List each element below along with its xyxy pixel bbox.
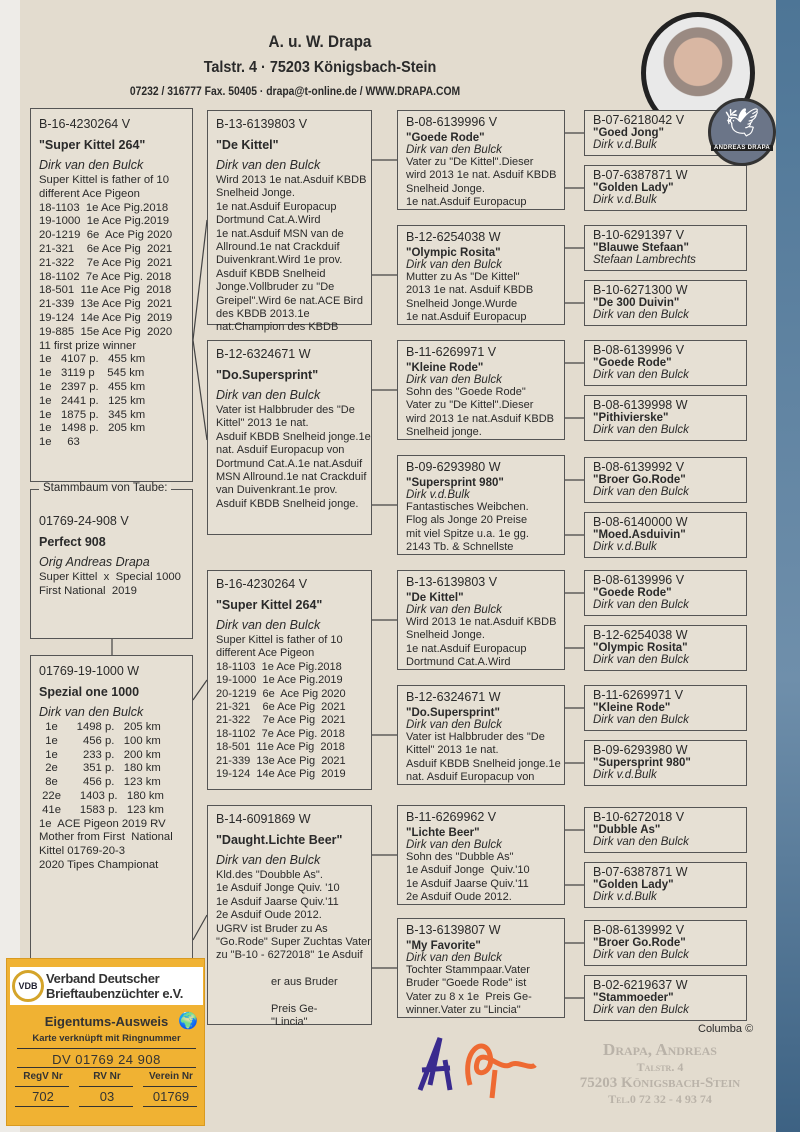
breeder-name: Dirk van den Bulck [593, 369, 689, 381]
card-ring-number: DV 01769 24 908 [52, 1052, 161, 1067]
card-field-value: 702 [32, 1089, 54, 1104]
breeder-name: Orig Andreas Drapa [39, 555, 150, 569]
card-field-label: RV Nr [93, 1071, 121, 1082]
ring-number: B-02-6219637 W [593, 978, 688, 992]
subject-box [30, 482, 193, 639]
pigeon-name: "Golden Lady" [593, 182, 674, 194]
ring-number: B-13-6139807 W [406, 923, 501, 937]
breeder-name: Dirk van den Bulck [216, 618, 321, 632]
gg-grandparent-box [584, 512, 747, 558]
pigeon-name: "Blauwe Stefaan" [593, 242, 689, 254]
gg-grandparent-box [584, 740, 747, 786]
breeder-name: Dirk v.d.Bulk [593, 194, 657, 206]
great-grandparent-box [397, 685, 565, 785]
breeder-name: A. u. W. Drapa [268, 32, 372, 51]
pigeon-name: Perfect 908 [39, 535, 106, 549]
card-header [10, 967, 203, 1005]
ring-number: B-11-6269962 V [406, 810, 497, 824]
card-field-label: Verein Nr [149, 1071, 193, 1082]
ring-number: B-08-6139996 V [406, 115, 498, 129]
ring-number: B-08-6140000 W [593, 515, 688, 529]
great-grandparent-box [397, 918, 565, 1018]
pigeon-name: "Do.Supersprint" [406, 707, 500, 719]
card-field-label: RegV Nr [23, 1071, 63, 1082]
breeder-name: Dirk van den Bulck [593, 486, 689, 498]
ring-number: B-16-4230264 V [39, 117, 131, 131]
card-title: Eigentums-Ausweis [44, 1014, 169, 1029]
great-grandparent-box [397, 225, 565, 325]
pigeon-name: "My Favorite" [406, 940, 481, 952]
ring-number: B-07-6387871 W [593, 865, 688, 879]
ring-number: B-14-6091869 W [216, 812, 311, 826]
pigeon-notes: Mutter zu As "De Kittel" 2013 1e nat. Asduif KBDB Snelheid Jonge.Wurde 1e nat.Asduif Europacup [406, 271, 534, 324]
pigeon-notes: Wird 2013 1e nat.Asduif KBDB Snelheid Jonge. 1e nat.Asduif Europacup Dortmund Cat.A.Wird [406, 616, 557, 669]
pigeon-notes: Super Kittel x Special 1000 First National 2019 [39, 571, 181, 597]
dove-icon: 🕊 [724, 107, 760, 138]
breeder-name: Dirk van den Bulck [216, 388, 321, 402]
card-field-value: 03 [99, 1089, 115, 1104]
pigeon-name: "Lichte Beer" [406, 827, 480, 839]
gg-grandparent-box [584, 165, 747, 211]
pigeon-name: "Do.Supersprint" [216, 368, 319, 382]
gg-grandparent-box [584, 625, 747, 671]
card-subtitle: Karte verknüpft mit Ringnummer [32, 1033, 181, 1044]
pigeon-notes: Vater ist Halbbruder des "De Kittel" 2013 1e nat. Asduif KBDB Snelheid jonge.1e nat. Asduif Europacup von Dortmund Cat.A.1e nat.Asduif MSN Allround.1e nat Crackduif van Duivenkrant.1e prov. Asduif KBDB Snelheid jonge. [216, 404, 371, 510]
great-grandparent-box [397, 340, 565, 440]
signature [400, 1030, 540, 1105]
ring-number: B-08-6139992 V [593, 923, 685, 937]
pigeon-notes: Tochter Stammpaar.Vater Bruder "Goede Rode" ist Vater zu 8 x 1e Preis Ge- winner.Vater zu "Lincia" [406, 964, 532, 1017]
great-grandparent-box [397, 570, 565, 670]
breeder-name: Dirk v.d.Bulk [593, 139, 657, 151]
pigeon-name: "Kleine Rode" [406, 362, 484, 374]
org-line2: Brieftaubenzüchter e.V. [46, 986, 184, 1001]
pigeon-name: "Supersprint 980" [406, 477, 504, 489]
breeder-name: Dirk v.d.Bulk [593, 891, 657, 903]
pigeon-name: "Supersprint 980" [593, 757, 691, 769]
ring-number: B-10-6291397 V [593, 228, 685, 242]
pigeon-name: "Super Kittel 264" [216, 598, 323, 612]
pigeon-name: "Moed.Asduivin" [593, 529, 686, 541]
breeder-name: Dirk v.d.Bulk [593, 541, 657, 553]
breeder-name: Dirk van den Bulck [593, 836, 689, 848]
pigeon-name: "Stammoeder" [593, 992, 674, 1004]
breeder-name: Dirk van den Bulck [406, 604, 502, 616]
pigeon-notes: Wird 2013 1e nat.Asduif KBDB Snelheid Jonge. 1e nat.Asduif Europacup Dortmund Cat.A.Wird 1e nat.Asduif MSN van de Allround.1e nat Crackduif Duivenkrant.Wird 1e prov. Asduif KBDB Snelheid Jonge.Vollbruder zu "De Greipel".Wird 6e nat.ACE Bird des KBDB 2013.1e nat.Champion des KBDB [216, 174, 367, 334]
card-field-value: 01769 [152, 1089, 190, 1104]
ring-number: B-07-6387871 W [593, 168, 688, 182]
breeder-name: Dirk van den Bulck [39, 158, 144, 172]
gg-grandparent-box [584, 920, 747, 966]
ring-number: B-13-6139803 V [216, 117, 308, 131]
pigeon-notes: Sohn des "Dubble As" 1e Asduif Jonge Quiv.'10 1e Asduif Jaarse Quiv.'11 2e Asduif Oude 2012. [406, 851, 530, 904]
pigeon-notes: Fantastisches Weibchen. Flog als Jonge 20 Preise mit viel Spitze u.a. 1e gg. 2143 Tb. & Schnellste [406, 501, 529, 554]
ring-number: B-08-6139998 W [593, 398, 688, 412]
pigeon-name: "Goede Rode" [593, 587, 672, 599]
breeder-name: Dirk van den Bulck [406, 952, 502, 964]
ring-number: B-09-6293980 W [406, 460, 501, 474]
pigeon-notes: 1e 1498 p. 205 km 1e 456 p. 100 km 1e 233 p. 200 km 2e 351 p. 180 km 8e 456 p. 123 km 22e 1403 p. 180 km 41e 1583 p. 123 km 1e ACE Pigeon 2019 RV Mother from First National Kittel 01769-20-3 2020 Tipes Championat [39, 721, 173, 871]
grandparent-box [207, 805, 372, 1029]
gg-grandparent-box [584, 862, 747, 908]
globe-pigeon-icon: 🌍 [178, 1013, 198, 1030]
breeder-address: Talstr. 4 · 75203 Königsbach-Stein [203, 59, 437, 76]
pigeon-name: "De Kittel" [406, 592, 464, 604]
pigeon-notes: Kld.des "Doubble As". 1e Asduif Jonge Quiv. '10 1e Asduif Jaarse Quiv.'11 2e Asduif Oude 2012. UGRV ist Bruder zu As "Go.Rode" Super Zuchtas Vater zu "B-10 - 6272018" 1e Asduif er aus Bruder Preis Ge- "Lincia" [216, 869, 371, 1029]
ring-number: B-12-6324671 W [406, 690, 501, 704]
pigeon-name: "Broer Go.Rode" [593, 474, 686, 486]
ownership-card [6, 958, 205, 1126]
breeder-name: Stefaan Lambrechts [593, 254, 696, 266]
ring-number: 01769-19-1000 W [39, 664, 140, 678]
pigeon-notes: Vater ist Halbbruder des "De Kittel" 2013 1e nat. Asduif KBDB Snelheid jonge.1e nat. Asduif Europacup von [406, 731, 561, 784]
ring-number: B-10-6271300 W [593, 283, 688, 297]
stamp-name: Drapa, Andreas [603, 1040, 717, 1059]
sire-box [30, 108, 193, 482]
ring-number: B-07-6218042 V [593, 113, 685, 127]
pigeon-name: "Goede Rode" [406, 132, 485, 144]
ring-number: B-12-6324671 W [216, 347, 311, 361]
breeder-name: Dirk van den Bulck [406, 839, 502, 851]
pigeon-notes: Sohn des "Goede Rode" Vater zu "De Kittel".Dieser wird 2013 1e nat.Asduif KBDB Snelheid jonge. [406, 386, 554, 439]
pigeon-name: "Olympic Rosita" [593, 642, 688, 654]
stamp-city: 75203 Königsbach-Stein [579, 1075, 741, 1091]
great-grandparent-box [397, 110, 565, 210]
vdb-logo: VDB [12, 970, 44, 1002]
pigeon-name: "Daught.Lichte Beer" [216, 833, 343, 847]
gg-grandparent-box [584, 975, 747, 1021]
grandparent-box [207, 570, 372, 790]
great-grandparent-box [397, 805, 565, 905]
card-organization [46, 971, 183, 1001]
org-line1: Verband Deutscher [46, 971, 160, 986]
pigeon-notes: Vater zu "De Kittel".Dieser wird 2013 1e nat. Asduif KBDB Snelheid Jonge. 1e nat.Asduif Europacup [406, 156, 557, 209]
ring-number: B-16-4230264 V [216, 577, 308, 591]
badge-label: ANDREAS DRAPA [711, 145, 773, 151]
pedigree-legend: Stammbaum von Taube: [39, 482, 171, 494]
ring-number: B-12-6254038 W [406, 230, 501, 244]
gg-grandparent-box [584, 280, 747, 326]
pigeon-name: "Super Kittel 264" [39, 138, 146, 152]
breeder-name: Dirk van den Bulck [216, 853, 321, 867]
dam-box [30, 655, 193, 975]
pigeon-name: "Goed Jong" [593, 127, 664, 139]
pigeon-name: Spezial one 1000 [39, 685, 140, 699]
ring-number: B-08-6139992 V [593, 460, 685, 474]
breeder-name: Dirk van den Bulck [406, 719, 502, 731]
breeder-name: Dirk van den Bulck [593, 424, 689, 436]
ring-number: B-08-6139996 V [593, 573, 685, 587]
stamp-street: Talstr. 4 [636, 1060, 684, 1074]
grandparent-box [207, 340, 372, 535]
breeder-name: Dirk van den Bulck [593, 599, 689, 611]
pigeon-name: "Golden Lady" [593, 879, 674, 891]
breeder-name: Dirk van den Bulck [593, 1004, 689, 1016]
breeder-name: Dirk van den Bulck [216, 158, 321, 172]
gg-grandparent-box [584, 225, 747, 271]
breeder-name: Dirk van den Bulck [593, 714, 689, 726]
pigeon-name: "Olympic Rosita" [406, 247, 501, 259]
gg-grandparent-box [584, 395, 747, 441]
breeder-name: Dirk van den Bulck [593, 949, 689, 961]
breeder-name: Dirk v.d.Bulk [593, 769, 657, 781]
breeder-name: Dirk van den Bulck [406, 259, 502, 271]
ring-number: B-11-6269971 V [406, 345, 497, 359]
pigeon-logo-badge [708, 98, 776, 166]
pigeon-name: "Broer Go.Rode" [593, 937, 686, 949]
ring-number: B-08-6139996 V [593, 343, 685, 357]
gg-grandparent-box [584, 457, 747, 503]
ring-number: B-11-6269971 V [593, 688, 684, 702]
ring-number: B-12-6254038 W [593, 628, 688, 642]
breeder-name: Dirk v.d.Bulk [406, 489, 470, 501]
great-grandparent-box [397, 455, 565, 555]
pigeon-name: "Kleine Rode" [593, 702, 671, 714]
breeder-name: Dirk van den Bulck [593, 654, 689, 666]
pigeon-name: "De 300 Duivin" [593, 297, 680, 309]
pigeon-notes: Super Kittel is father of 10 different Ace Pigeon 18-1103 1e Ace Pig.2018 19-1000 1e Ace Pig.2019 20-1219 6e Ace Pig 2020 21-321 6e Ace Pig 2021 21-322 7e Ace Pig 2021 18-1102 7e Ace Pig. 2018 18-501 11e Ace Pig 2018 21-339 13e Ace Pig 2021 19-124 14e Ace Pig 2019 19-885 15e Ace Pig 2020 11 first prize winner 1e 4107 p. 455 km 1e 3119 p 545 km 1e 2397 p. 455 km 1e 2441 p. 125 km 1e 1875 p. 345 km 1e 1498 p. 205 km 1e 63 [39, 174, 173, 449]
gg-grandparent-box [584, 807, 747, 853]
breeder-name: Dirk van den Bulck [406, 144, 502, 156]
breeder-contact: 07232 / 316777 Fax. 50405 · drapa@t-online.de / WWW.DRAPA.COM [129, 86, 461, 98]
ring-number: 01769-24-908 V [39, 514, 129, 528]
copyright: Columba © [698, 1023, 754, 1035]
pigeon-name: "Goede Rode" [593, 357, 672, 369]
gg-grandparent-box [584, 685, 747, 731]
pigeon-name: "Pithivierske" [593, 412, 669, 424]
gg-grandparent-box [584, 570, 747, 616]
ring-number: B-09-6293980 W [593, 743, 688, 757]
gg-grandparent-box [584, 340, 747, 386]
grandparent-box [207, 110, 372, 334]
breeder-name: Dirk van den Bulck [39, 705, 144, 719]
address-stamp [540, 1040, 780, 1107]
breeder-name: Dirk van den Bulck [406, 374, 502, 386]
pigeon-name: "De Kittel" [216, 138, 279, 152]
stamp-phone: Tel.0 72 32 - 4 93 74 [608, 1092, 712, 1106]
ring-number: B-10-6272018 V [593, 810, 685, 824]
breeder-name: Dirk van den Bulck [593, 309, 689, 321]
ring-number: B-13-6139803 V [406, 575, 498, 589]
pigeon-name: "Dubble As" [593, 824, 661, 836]
pigeon-notes: Super Kittel is father of 10 different Ace Pigeon 18-1103 1e Ace Pig.2018 19-1000 1e Ace Pig.2019 20-1219 6e Ace Pig 2020 21-321 6e Ace Pig 2021 21-322 7e Ace Pig 2021 18-1102 7e Ace Pig. 2018 18-501 11e Ace Pig 2018 21-339 13e Ace Pig 2021 19-124 14e Ace Pig 2019 [216, 634, 346, 781]
